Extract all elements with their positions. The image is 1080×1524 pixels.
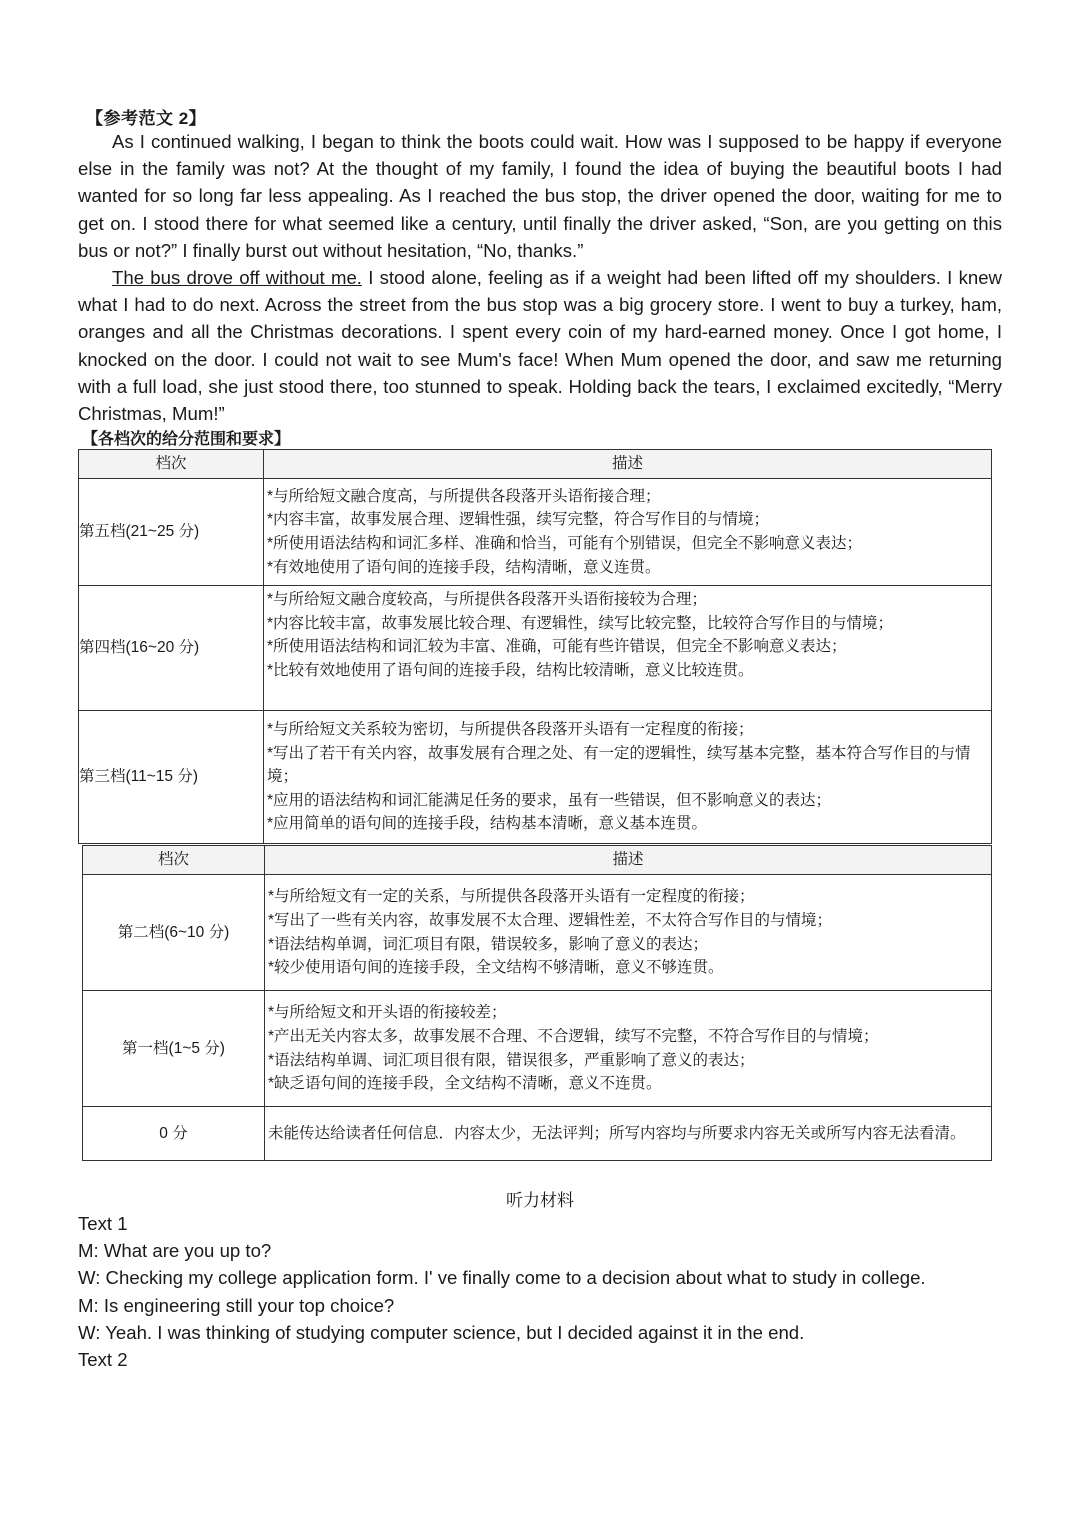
- table-row: [79, 711, 992, 844]
- listening-title: 听力材料: [506, 1191, 574, 1210]
- paragraph-body: I stood alone, feeling as if a weight had been lifted off my shoulders. I knew what I had to do next. Across the street from the bus stop was a big grocery store. I went to buy a turkey, ham, oranges and all the Christmas decorations. I spent every coin of my hard-earned money. Once I got home, I knocked on the door. I could not wait to see Mum's face! When Mum opened the door, and saw me returning with a full load, she just stood there, too stunned to speak. Holding back the tears, I exclaimed excitedly, “Merry Christmas, Mum!”: [78, 267, 1002, 425]
- criterion-line: *比较有效地使用了语句间的连接手段，结构比较清晰，意义比较连贯。: [267, 661, 754, 679]
- table-row: [83, 875, 992, 991]
- essay-paragraph-1: As I continued walking, I began to think the boots could wait. How was I supposed to be happy if everyone else in the family was not? At the thought of my family, I found the idea of buying the beautiful boots I had wanted for so long far less appealing. As I reached the bus stop, the driver opened the door, waiting for me to get on. I stood there for what seemed like a century, until finally the driver asked, “Son, are you getting on this bus or not?” I finally burst out without hesitation, “No, thanks.”: [78, 131, 1002, 261]
- column-header-description: 描述: [264, 450, 992, 479]
- level-description: [264, 479, 992, 586]
- table-row: [83, 1107, 992, 1161]
- essay-heading: 【参考范文 2】: [86, 109, 207, 128]
- criterion-line: *应用简单的语句间的连接手段，结构基本清晰，意义基本连贯。: [267, 815, 708, 833]
- transcript-line: W: Yeah. I was thinking of studying computer science, but I decided against it in the end.: [78, 1321, 805, 1343]
- criterion-line: *写出了若干有关内容，故事发展有合理之处、有一定的逻辑性，续写基本完整，基本符合写作目的与情境；: [267, 744, 971, 786]
- level-name: 第五档(21~25 分): [79, 479, 264, 586]
- essay-paragraph-2: [78, 264, 1002, 427]
- criterion-line: *所使用语法结构和词汇较为丰富、准确，可能有些许错误，但完全不影响意义表达；: [267, 638, 847, 656]
- level-description: [265, 1107, 992, 1161]
- criterion-line: *与所给短文有一定的关系，与所提供各段落开头语有一定程度的衔接；: [268, 888, 755, 906]
- transcript-line: Text 1: [78, 1213, 128, 1234]
- transcript-line: M: What are you up to?: [78, 1240, 272, 1262]
- table-row: [79, 479, 992, 586]
- level-description: [264, 586, 992, 711]
- criterion-line: *与所给短文融合度较高，与所提供各段落开头语衔接较为合理；: [267, 591, 708, 608]
- criterion-line: *与所给短文融合度高，与所提供各段落开头语衔接合理；: [267, 487, 661, 505]
- transcript-line: Text 2: [78, 1349, 128, 1371]
- criterion-line: *所使用语法结构和词汇多样、准确和恰当，可能有个别错误，但完全不影响意义表达；: [267, 535, 863, 552]
- table-row: [79, 586, 992, 711]
- criterion-line: *写出了一些有关内容，故事发展不太合理、逻辑性差，不太符合写作目的与情境；: [268, 911, 833, 929]
- level-name: 第一档(1~5 分): [83, 991, 265, 1107]
- rubric-heading: 【各档次的给分范围和要求】: [82, 431, 291, 448]
- criterion-line: *语法结构单调、词汇项目很有限，错误很多，严重影响了意义的表达；: [268, 1051, 755, 1069]
- criterion-line: *较少使用语句间的连接手段，全文结构不够清晰，意义不够连贯。: [268, 959, 724, 977]
- level-description: [265, 875, 992, 991]
- criterion-line: *产出无关内容太多，故事发展不合理、不合逻辑，续写不完整，不符合写作目的与情境；: [268, 1027, 879, 1045]
- criterion-line: *有效地使用了语句间的连接手段，结构清晰，意义连贯。: [267, 558, 661, 576]
- rubric-table-part1: [78, 449, 992, 844]
- level-name: 第二档(6~10 分): [83, 875, 265, 991]
- level-name: 第四档(16~20 分): [79, 586, 264, 711]
- listening-transcript: [78, 1210, 1002, 1373]
- transcript-line: M: Is engineering still your top choice?: [78, 1294, 395, 1316]
- rubric-table-part2: [82, 845, 992, 1161]
- criterion-line: *与所给短文关系较为密切，与所提供各段落开头语有一定程度的衔接；: [267, 721, 754, 739]
- criterion-line: *内容丰富，故事发展合理、逻辑性强，续写完整，符合写作目的与情境；: [267, 511, 770, 529]
- column-header-description: 描述: [265, 846, 992, 875]
- paragraph-opening-sentence: The bus drove off without me.: [112, 267, 362, 289]
- table-header-row: [83, 846, 992, 875]
- criterion-line: *缺乏语句间的连接手段，全文结构不清晰，意义不连贯。: [268, 1075, 662, 1093]
- table-row: [83, 991, 992, 1107]
- criterion-line: *内容比较丰富，故事发展比较合理、有逻辑性，续写比较完整，比较符合写作目的与情境；: [267, 614, 894, 632]
- level-name: 0 分: [83, 1107, 265, 1161]
- level-description: [265, 991, 992, 1107]
- model-essay: [78, 128, 1002, 427]
- transcript-line: W: Checking my college application form. I' ve finally come to a decision about what to study in college.: [78, 1267, 926, 1289]
- level-name: 第三档(11~15 分): [79, 711, 264, 844]
- criterion-line: *与所给短文和开头语的衔接较差；: [268, 1004, 507, 1022]
- column-header-level: 档次: [83, 846, 265, 875]
- level-description: [264, 711, 992, 844]
- criterion-line: 未能传达给读者任何信息．内容太少，无法评判；所写内容均与所要求内容无关或所写内容无法看清。: [268, 1124, 966, 1142]
- table-header-row: [79, 450, 992, 479]
- criterion-line: *应用的语法结构和词汇能满足任务的要求，虽有一些错误，但不影响意义的表达；: [267, 791, 832, 809]
- criterion-line: *语法结构单调，词汇项目有限，错误较多，影响了意义的表达；: [268, 935, 709, 953]
- column-header-level: 档次: [79, 450, 264, 479]
